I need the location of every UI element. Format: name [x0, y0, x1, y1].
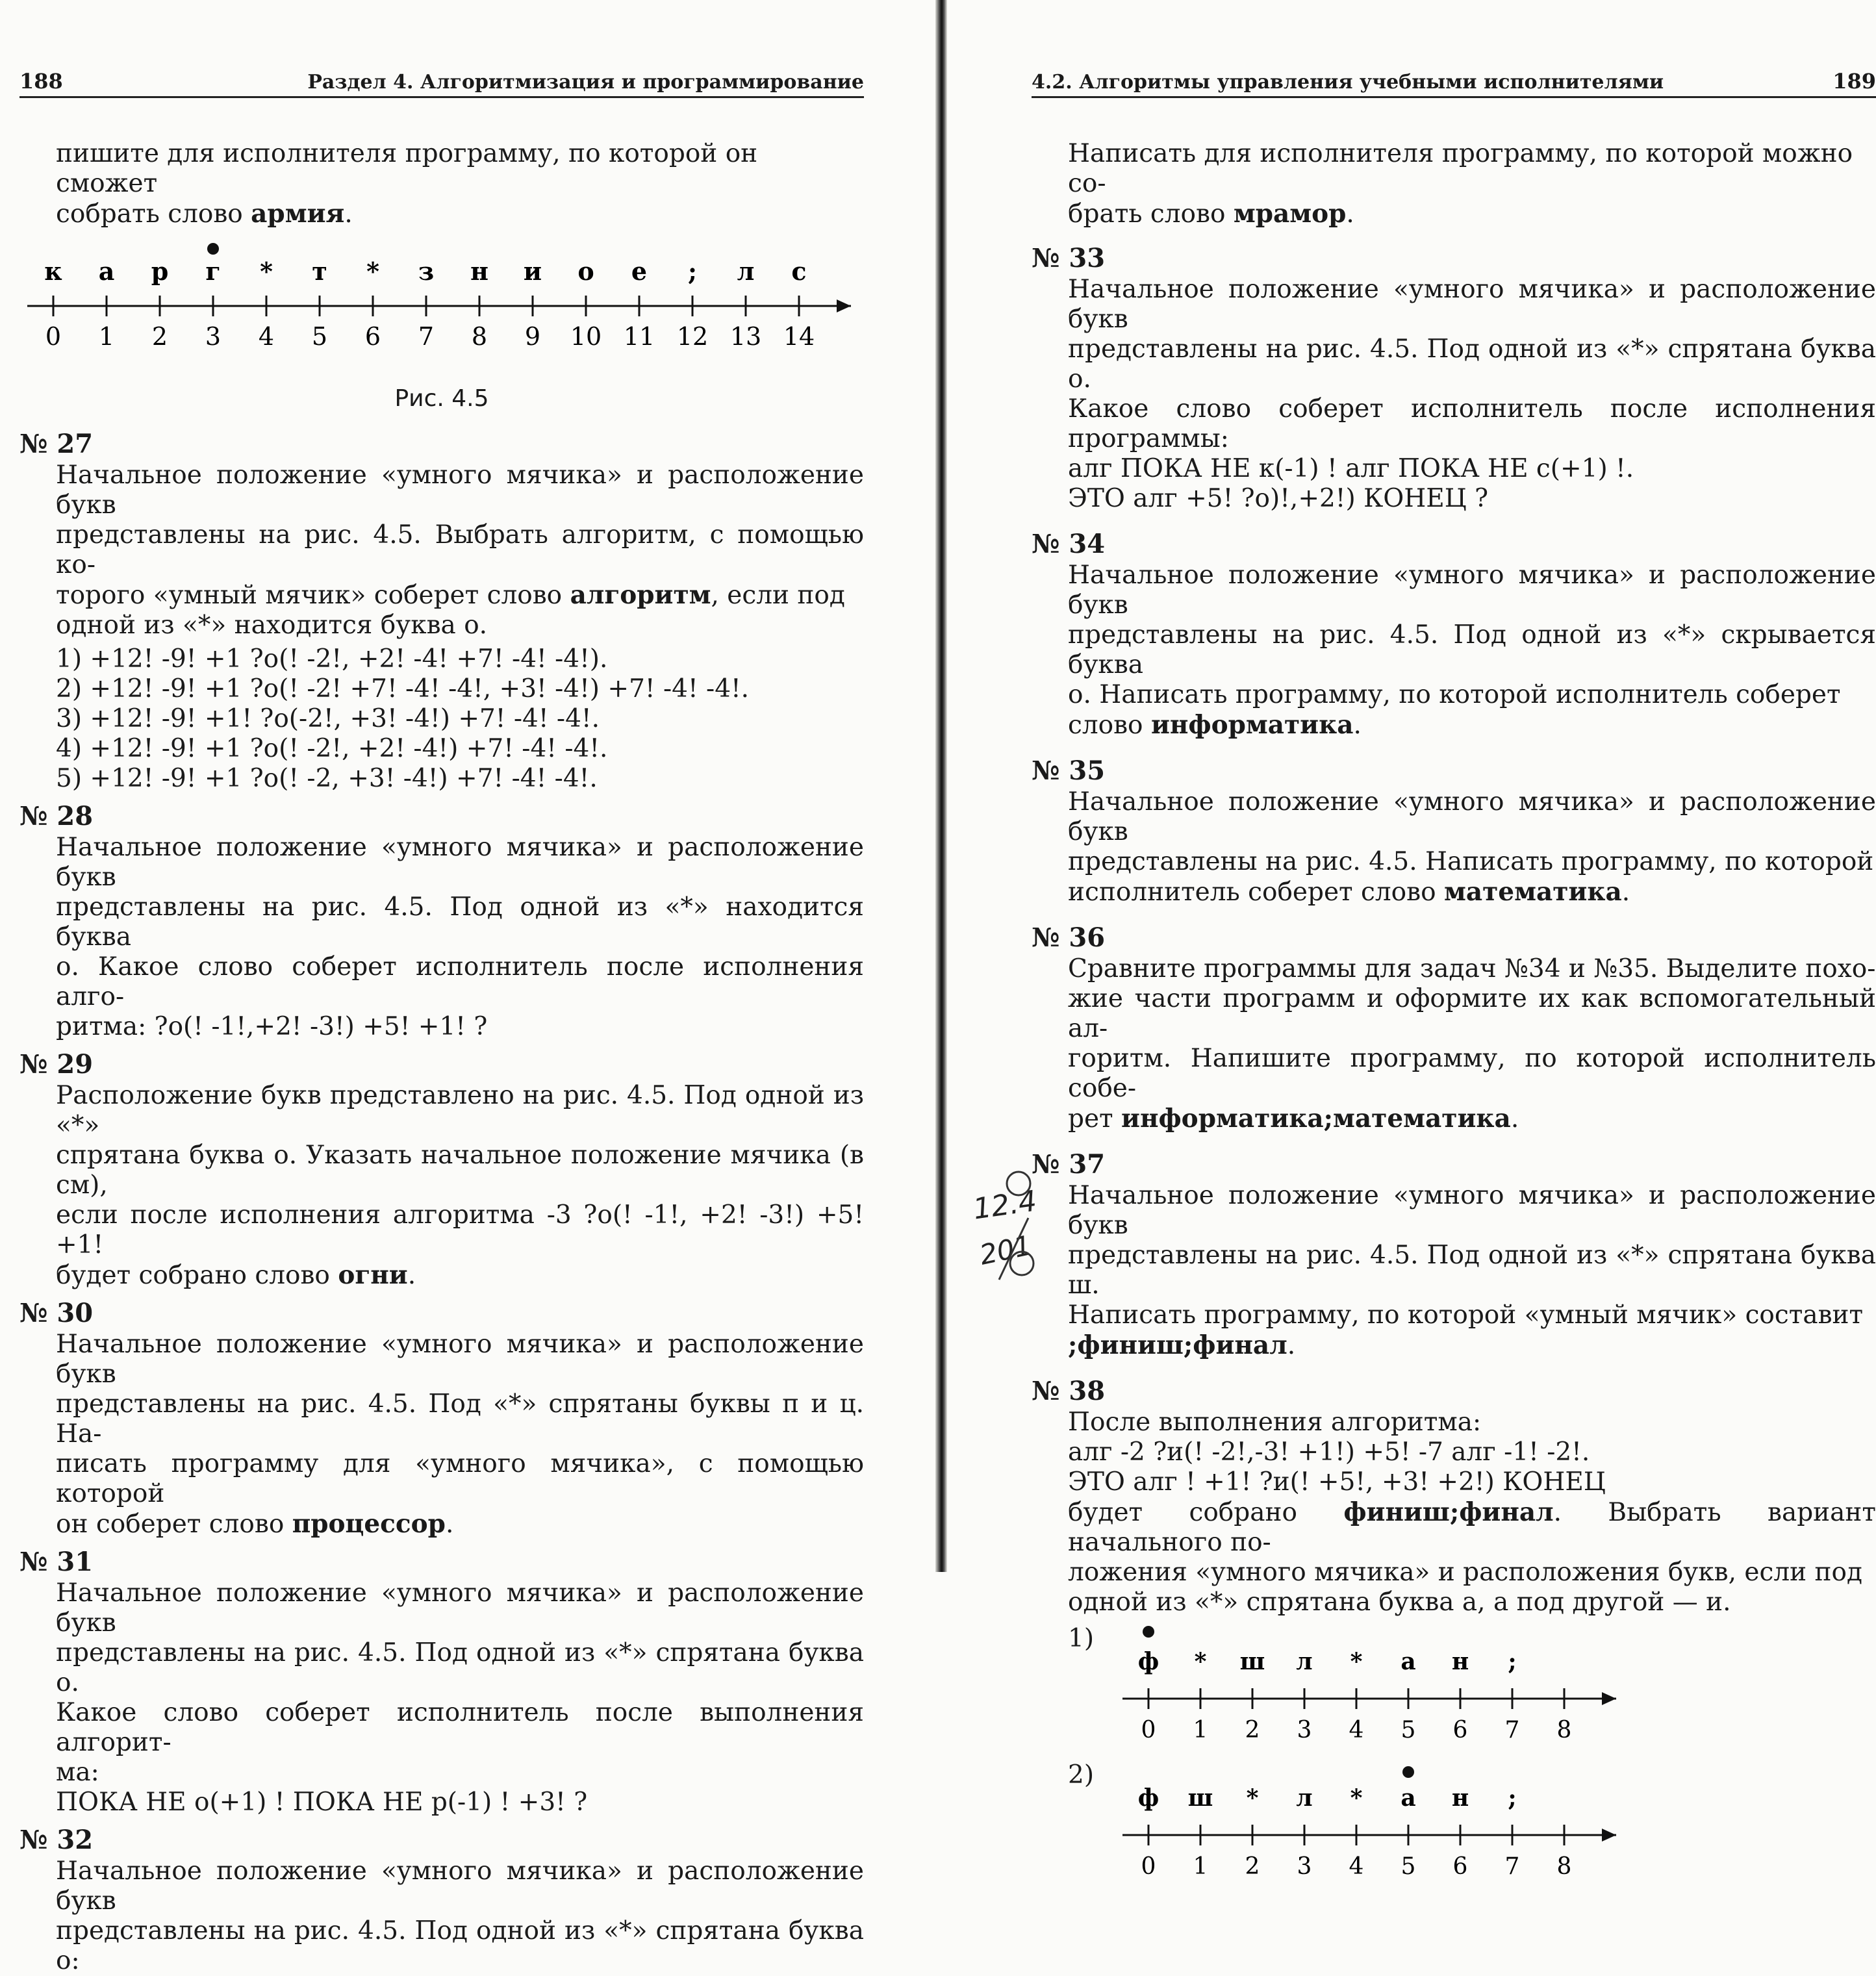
tick-label: 8 — [471, 322, 488, 351]
cell-letter: * — [260, 257, 273, 286]
tick-label: 3 — [1297, 1717, 1312, 1743]
cell-letter: ш — [1187, 1784, 1213, 1812]
task-number: № 36 — [1032, 922, 1106, 953]
tick-label: 6 — [1452, 1717, 1468, 1743]
cell-letter: * — [1350, 1648, 1363, 1675]
answer-option: 2) +12! -9! +1 ?о(! -2! +7! -4! -4!, +3! -4!) +7! -4! -4!. — [56, 674, 750, 703]
option-label: 2) — [1068, 1760, 1095, 1790]
task-number: № 34 — [1032, 529, 1106, 559]
ball-marker — [1402, 1766, 1414, 1778]
tick-label: 1 — [1193, 1853, 1208, 1880]
cell-letter: н — [470, 257, 488, 286]
axis-arrow — [1602, 1692, 1616, 1705]
tick-label: 0 — [45, 322, 62, 351]
left-page-number: 188 — [19, 69, 63, 94]
tick-label: 2 — [151, 322, 168, 351]
intro-line: Написать для исполнителя программу, по которой можно со- — [1068, 139, 1853, 198]
task-36 — [1032, 922, 1876, 1134]
task-32 — [19, 1824, 864, 1976]
answer-option: 4) +12! -9! +1 ?о(! -2!, +2! -4!) +7! -4! -4!. — [56, 734, 608, 763]
tick-label: 8 — [1556, 1717, 1572, 1743]
task-30 — [19, 1297, 864, 1539]
tick-label: 7 — [418, 322, 435, 351]
cell-letter: с — [791, 257, 807, 286]
task-31 — [19, 1546, 864, 1818]
handwritten-note: 12.4 — [970, 1184, 1039, 1226]
axis-arrow — [837, 299, 851, 312]
cell-letter: л — [1296, 1648, 1313, 1675]
cell-letter: т — [312, 257, 327, 286]
task-number: № 27 — [19, 429, 94, 459]
ball-marker — [207, 243, 219, 255]
task-body: Начальное положение «умного мячика» и расположение букв представлены на рис. 4.5. Написать программу, по которой исполнитель соберет слово математика. — [1068, 787, 1876, 907]
cell-letter: * — [1194, 1648, 1207, 1675]
task-body: Сравните программы для задач №34 и №35. Выделите похо- жие части программ и оформите их как вспомогательный ал- горитм. Напишите программу, по которой исполнитель собе- рет информатика;математика. — [1068, 954, 1876, 1134]
cell-letter: * — [1246, 1784, 1259, 1812]
intro-line: собрать слово армия. — [56, 199, 353, 229]
tick-label: 7 — [1504, 1853, 1520, 1880]
tick-label: 9 — [524, 322, 541, 351]
cell-letter: а — [1401, 1648, 1416, 1675]
tick-label: 13 — [729, 322, 762, 351]
cell-letter: р — [151, 257, 169, 286]
cell-letter: л — [1296, 1784, 1313, 1812]
cell-letter: * — [366, 257, 379, 286]
tick-label: 11 — [623, 322, 655, 351]
task-number: № 33 — [1032, 243, 1106, 273]
task-number: № 37 — [1032, 1149, 1106, 1180]
cell-letter: а — [1401, 1784, 1416, 1812]
task-body: Начальное положение «умного мячика» и расположение букв представлены на рис. 4.5. Выбрать алгоритм, с помощью ко- торого «умный мячик» соберет слово алгоритм, если под одной из «*» находится буква о. 1) +12! -9! +1 ?о(! -2!, +2! -4! +7! -4! -4!). 2) +12! -9! +1 ?о(! -2! +7! -4! -4!, +3! -4!) +7! -4! -4!. 3) +12! -9! +1! ?о(-2!, +3! -4!) +7! -4! -4!. 4) +12! -9! +1 ?о(! -2!, +2! -4!) +7! -4! -4!. 5) +12! -9! +1 ?о(! -2, +3! -4!) +7! -4! -4!. — [56, 461, 864, 793]
cell-letter: л — [737, 257, 755, 286]
task-body: Начальное положение «умного мячика» и расположение букв представлены на рис. 4.5. Под одной из «*» спрятана буква ш. Написать программу, по которой «умный мячик» составит ;финиш;финал. — [1068, 1181, 1876, 1360]
cell-letter: и — [523, 257, 542, 286]
tick-label: 1 — [1193, 1717, 1208, 1743]
cell-letter: ф — [1137, 1784, 1160, 1812]
right-page-number: 189 — [1832, 69, 1876, 94]
cell-letter: ; — [1508, 1648, 1517, 1675]
left-running-head — [19, 65, 864, 98]
tick-label: 4 — [1349, 1853, 1364, 1880]
cell-letter: ф — [1137, 1648, 1160, 1675]
task-body: Начальное положение «умного мячика» и расположение букв представлены на рис. 4.5. Под одной из «*» спрятана буква о. Какое слово соберет исполнитель после выполнения алгорит- ма: ПОКА НЕ о(+1) ! ПОКА НЕ р(-1) ! +3! ? — [56, 1578, 864, 1817]
cell-letter: * — [1350, 1784, 1363, 1812]
right-running-head — [1032, 65, 1876, 98]
task-number: № 31 — [19, 1547, 94, 1577]
cell-letter: о — [577, 257, 594, 286]
tick-label: 8 — [1556, 1853, 1572, 1880]
task-body: Расположение букв представлено на рис. 4.5. Под одной из «*» спрятана буква о. Указать начальное положение мячика (в см), если после исполнения алгоритма -3 ?о(! -1!, +2! -3!) +5! +1! будет собрано слово огни. — [56, 1081, 864, 1290]
intro-line: брать слово мрамор. — [1068, 199, 1354, 229]
right-section-title: 4.2. Алгоритмы управления учебными исполнителями — [1032, 71, 1664, 94]
task-35 — [1032, 755, 1876, 907]
task-33 — [1032, 242, 1876, 514]
task-38 — [1032, 1375, 1876, 1890]
task-34 — [1032, 528, 1876, 741]
handwritten-note: 201 — [976, 1229, 1035, 1271]
task-body: Начальное положение «умного мячика» и расположение букв представлены на рис. 4.5. Под одной из «*» спрятана буква о. Какое слово соберет исполнитель после исполнения программы: алг ПОКА НЕ к(-1) ! алг ПОКА НЕ с(+1) !. ЭТО алг +5! ?о)!,+2!) КОНЕЦ ? — [1068, 275, 1876, 513]
task-body: После выполнения алгоритма: алг -2 ?и(! -2!,-3! +1!) +5! -7 алг -1! -2!. ЭТО алг ! +1! ?и(! +5!, +3! +2!) КОНЕЦ будет собрано финиш;финал. Выбрать вариант начального по- ложения «умного мячика» и расположения букв, если под одной из «*» спрятана буква а, а под другой — и. — [1068, 1408, 1876, 1617]
tick-label: 0 — [1141, 1853, 1156, 1880]
right-page — [947, 0, 1876, 1880]
tick-label: 2 — [1245, 1853, 1260, 1880]
left-intro — [19, 139, 864, 229]
answer-option: 5) +12! -9! +1 ?о(! -2, +3! -4!) +7! -4! -4!. — [56, 764, 598, 793]
tick-label: 14 — [783, 322, 815, 351]
option-2-number-line — [1096, 1754, 1681, 1884]
task-number: № 30 — [19, 1298, 94, 1328]
cell-letter: е — [631, 257, 648, 286]
task-body: Начальное положение «умного мячика» и расположение букв представлены на рис. 4.5. Под одной из «*» скрывается буква о. Написать программу, по которой исполнитель соберет слово информатика. — [1068, 561, 1876, 740]
task-body: Начальное положение «умного мячика» и расположение букв представлены на рис. 4.5. Под одной из «*» спрятана буква о: — [56, 1856, 864, 1975]
tick-label: 3 — [1297, 1853, 1312, 1880]
cell-letter: к — [44, 257, 62, 286]
task-body: Начальное положение «умного мячика» и расположение букв представлены на рис. 4.5. Под «*» спрятаны буквы п и ц. На- писать программу для «умного мячика», с помощью которой он соберет слово процессор. — [56, 1330, 864, 1539]
tick-label: 4 — [1349, 1717, 1364, 1743]
answer-option: 3) +12! -9! +1! ?о(-2!, +3! -4!) +7! -4! -4!. — [56, 704, 600, 733]
answer-option: 1) +12! -9! +1 ?о(! -2!, +2! -4! +7! -4! -4!). — [56, 644, 608, 674]
task-29 — [19, 1048, 864, 1291]
axis-arrow — [1602, 1829, 1616, 1842]
option-label: 1) — [1068, 1624, 1095, 1653]
tick-label: 5 — [1401, 1717, 1416, 1743]
task-27 — [19, 428, 864, 794]
tick-label: 12 — [676, 322, 709, 351]
task-number: № 29 — [19, 1049, 94, 1080]
tick-label: 3 — [205, 322, 222, 351]
task-37 — [1032, 1148, 1876, 1361]
ball-marker — [1143, 1626, 1154, 1638]
option-1-number-line — [1096, 1617, 1681, 1747]
figure-caption: Рис. 4.5 — [394, 385, 489, 412]
cell-letter: ; — [687, 257, 698, 286]
cell-letter: з — [418, 257, 435, 286]
tick-label: 1 — [98, 322, 115, 351]
tick-label: 0 — [1141, 1717, 1156, 1743]
task-28 — [19, 800, 864, 1042]
cell-letter: ; — [1508, 1784, 1517, 1812]
left-page — [0, 0, 935, 1975]
task-number: № 28 — [19, 801, 94, 831]
task-body: Начальное положение «умного мячика» и расположение букв представлены на рис. 4.5. Под одной из «*» находится буква о. Какое слово соберет исполнитель после исполнения алго- ритма: ?о(! -1!,+2! -3!) +5! +1! ? — [56, 833, 864, 1041]
tick-label: 2 — [1245, 1717, 1260, 1743]
option-1-figure — [1032, 1617, 1876, 1754]
cell-letter: н — [1451, 1784, 1469, 1812]
cell-letter: г — [205, 257, 221, 286]
tick-label: 10 — [570, 322, 602, 351]
task-number: № 38 — [1032, 1376, 1106, 1406]
tick-label: 6 — [1452, 1853, 1468, 1880]
cell-letter: а — [98, 257, 115, 286]
handwritten-scribble — [970, 1156, 1051, 1286]
intro-line: пишите для исполнителя программу, по которой он сможет — [56, 139, 758, 198]
right-content — [1032, 139, 1876, 1890]
left-content — [19, 139, 864, 1976]
tick-label: 5 — [311, 322, 328, 351]
tick-label: 4 — [258, 322, 275, 351]
option-2-figure — [1032, 1754, 1876, 1890]
right-intro — [1032, 139, 1876, 229]
tick-label: 6 — [364, 322, 381, 351]
book-spine — [935, 0, 947, 1572]
number-line-figure — [19, 234, 864, 377]
task-number: № 32 — [19, 1825, 94, 1855]
number-line-svg — [19, 234, 864, 364]
tick-label: 5 — [1401, 1853, 1416, 1880]
tick-label: 7 — [1504, 1717, 1520, 1743]
cell-letter: ш — [1239, 1648, 1265, 1675]
task-number: № 35 — [1032, 755, 1106, 786]
cell-letter: н — [1451, 1648, 1469, 1675]
left-section-title: Раздел 4. Алгоритмизация и программирование — [307, 71, 864, 94]
